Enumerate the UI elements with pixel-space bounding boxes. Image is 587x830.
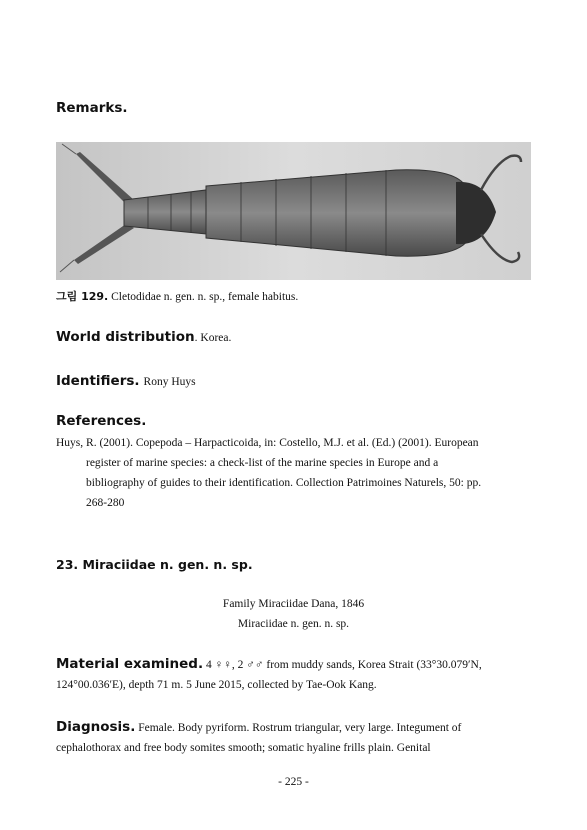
diagnosis-line-2: cephalothorax and free body somites smooth; somatic hyaline frills plain. Genital bbox=[56, 742, 431, 754]
references-heading: References. bbox=[56, 413, 147, 429]
figure-caption-text: Cletodidae n. gen. n. sp., female habitus. bbox=[111, 291, 299, 303]
material-examined bbox=[56, 654, 531, 695]
reference-entry bbox=[56, 433, 531, 513]
identifiers bbox=[56, 372, 196, 390]
diagnosis-line-1: Female. Body pyriform. Rostrum triangular, very large. Integument of bbox=[138, 722, 462, 734]
reference-line: register of marine species: a check-list of the marine species in Europe and a bbox=[86, 457, 439, 469]
specimen-photo bbox=[56, 142, 531, 280]
world-distribution-heading: World distribution bbox=[56, 329, 195, 345]
reference-line: 268-280 bbox=[86, 497, 125, 509]
remarks-heading: Remarks. bbox=[56, 100, 128, 116]
copepod-habitus-image bbox=[56, 142, 531, 280]
reference-line: Huys, R. (2001). Copepoda – Harpacticoida, in: Costello, M.J. et al. (Ed.) (2001). European bbox=[56, 437, 479, 449]
world-distribution-text: . Korea. bbox=[194, 332, 232, 344]
world-distribution bbox=[56, 328, 231, 346]
page-number: - 225 - bbox=[278, 776, 309, 788]
material-line-1: 4 ♀♀, 2 ♂♂ from muddy sands, Korea Strait (33°30.079′N, bbox=[205, 659, 482, 671]
section-title: 23. Miraciidae n. gen. n. sp. bbox=[56, 557, 253, 572]
material-line-2: 124°00.036′E), depth 71 m. 5 June 2015, collected by Tae-Ook Kang. bbox=[56, 679, 377, 691]
diagnosis bbox=[56, 717, 531, 758]
diagnosis-heading: Diagnosis. bbox=[56, 719, 136, 735]
identifiers-text: Rony Huys bbox=[143, 376, 196, 388]
taxon-family: Family Miraciidae Dana, 1846 bbox=[222, 598, 365, 610]
identifiers-heading: Identifiers. bbox=[56, 373, 140, 389]
reference-line: bibliography of guides to their identification. Collection Patrimoines Naturels, 50: pp. bbox=[86, 477, 482, 489]
taxon-species: Miraciidae n. gen. n. sp. bbox=[237, 618, 350, 630]
figure-caption bbox=[56, 288, 298, 304]
material-heading: Material examined. bbox=[56, 656, 204, 672]
figure-label: 그림 129. bbox=[56, 290, 109, 303]
